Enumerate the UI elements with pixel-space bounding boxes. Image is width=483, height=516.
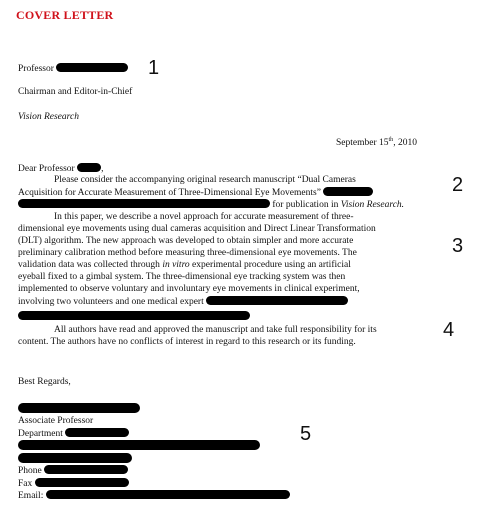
para2-line-8-text: involving two volunteers and one medical expert [18,297,204,307]
annotation-number-5: 5 [300,423,312,445]
para1-journal: Vision Research. [340,200,405,210]
para2-line-7: implemented to observe voluntary and involuntary eye movements in clinical experiment, [18,284,360,294]
signature-phone: Phone [18,466,42,476]
para2-line-1: In this paper, we describe a novel approach for accurate measurement of three- [54,212,354,222]
annotation-number-3: 3 [452,235,464,257]
redacted-text [323,187,373,196]
signature-phone-line [18,465,128,478]
recipient-role: Chairman and Editor-in-Chief [18,87,133,97]
para2-line-5 [18,260,351,272]
date-year: , 2010 [393,138,417,149]
redacted-text [206,296,348,305]
recipient-title: Professor [18,64,54,74]
redacted-email [46,490,290,499]
para2-line-2: dimensional eye movements using dual cameras acquisition and Direct Linear Transformation [18,224,376,234]
greeting [18,163,103,176]
para2-line-6: eyeball fixed to a gimbal system. The three-dimensional eye tracking system was then [18,272,346,282]
para2-line-3: (DLT) algorithm. The new approach was developed to obtain simpler and more accurate [18,236,354,246]
signature-fax-line [18,478,129,491]
annotation-number-2: 2 [452,174,464,196]
para1-line-3 [18,199,404,212]
date-month-day: September 15 [336,138,389,149]
redacted-name [56,63,128,72]
cover-letter-heading: COVER LETTER [16,8,114,22]
recipient-journal: Vision Research [18,112,79,122]
annotation-number-4: 4 [443,319,455,341]
redacted-text [65,428,129,437]
date-suffix: th [388,137,394,143]
redacted-fax [35,478,129,487]
para2-line-8 [18,296,348,309]
greeting-suffix: , [101,164,104,174]
letter-date [336,137,417,150]
redacted-signature-name [18,403,140,413]
para1-line-1: Please consider the accompanying original research manuscript “Dual Cameras [54,175,356,185]
para2-line-5-italic: in vitro [162,260,190,270]
para2-line-4: preliminary calibration method before measuring three-dimensional eye movements. The [18,248,357,258]
greeting-prefix: Dear Professor [18,164,75,174]
signature-position: Associate Professor [18,416,94,426]
para1-line-2 [18,187,373,200]
redacted-line [18,440,260,450]
para1-line-2-text: Acquisition for Accurate Measurement of Three-Dimensional Eye Movements” [18,188,321,198]
para3-line-2: content. The authors have no conflicts of interest in regard to this research or its funding. [18,337,356,347]
redacted-text [18,199,270,208]
para1-line-3-text: for publication in [272,200,339,210]
annotation-number-1: 1 [148,57,160,79]
closing: Best Regards, [18,377,71,387]
signature-email-line [18,490,290,503]
recipient-line [18,63,128,76]
redacted-line [18,311,250,320]
redacted-phone [44,465,128,474]
redacted-name [77,163,104,174]
signature-department: Department [18,429,63,439]
signature-fax: Fax [18,479,33,489]
signature-department-line [18,428,129,441]
para2-line-5-post: experimental procedure using an artificial [192,260,351,270]
signature-email: Email: [18,491,44,501]
redacted-line [18,453,132,463]
para2-line-5-pre: validation data was collected through [18,260,160,270]
para3-line-1: All authors have read and approved the manuscript and take full responsibility for its [54,325,377,335]
